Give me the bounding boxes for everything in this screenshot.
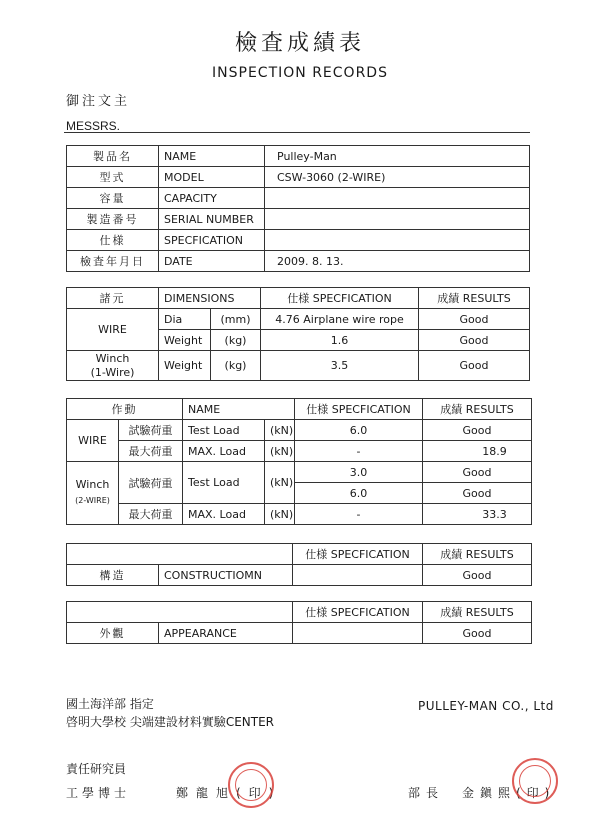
appearance-label-ko: 外觀 bbox=[67, 623, 159, 644]
construction-header-blank bbox=[67, 544, 293, 565]
name-header: NAME bbox=[183, 399, 295, 420]
construction-header-row bbox=[67, 544, 532, 565]
info-value: Pulley-Man bbox=[265, 146, 530, 167]
load-name: MAX. Load bbox=[183, 504, 265, 525]
dimension-unit: (kg) bbox=[211, 330, 261, 351]
spec-value: - bbox=[295, 441, 423, 462]
construction-label-ko: 構造 bbox=[67, 565, 159, 586]
info-row bbox=[67, 167, 530, 188]
spec-value bbox=[293, 565, 423, 586]
table-row bbox=[67, 504, 532, 525]
spec-value: 6.0 bbox=[295, 420, 423, 441]
dimensions-table bbox=[66, 287, 530, 381]
dimension-label: Dia bbox=[159, 309, 211, 330]
official-seal-1 bbox=[228, 762, 274, 808]
spec-header: 仕様 SPECFICATION bbox=[293, 544, 423, 565]
load-unit: (kN) bbox=[265, 441, 295, 462]
spec-value: 6.0 bbox=[295, 483, 423, 504]
info-label-en: DATE bbox=[159, 251, 265, 272]
spec-header: 仕様 SPECFICATION bbox=[295, 399, 423, 420]
dimension-unit: (mm) bbox=[211, 309, 261, 330]
result-value: Good bbox=[423, 462, 532, 483]
dimensions-header: DIMENSIONS bbox=[159, 288, 261, 309]
company-name: PULLEY-MAN CO., Ltd bbox=[418, 699, 554, 713]
table-row bbox=[67, 462, 532, 483]
wire-label: WIRE bbox=[67, 420, 119, 462]
load-name: Test Load bbox=[183, 462, 265, 504]
result-value: Good bbox=[419, 330, 530, 351]
construction-table bbox=[66, 543, 532, 586]
info-label-ko: 容量 bbox=[67, 188, 159, 209]
winch-label-line2: (1-Wire) bbox=[90, 365, 135, 379]
spec-header: 仕様 SPECFICATION bbox=[293, 602, 423, 623]
info-value bbox=[265, 209, 530, 230]
dimensions-header-ko: 諸元 bbox=[67, 288, 159, 309]
result-value: Good bbox=[419, 351, 530, 381]
load-name: Test Load bbox=[183, 420, 265, 441]
table-row bbox=[67, 420, 532, 441]
load-unit: (kN) bbox=[265, 462, 295, 504]
dimension-unit: (kg) bbox=[211, 351, 261, 381]
result-value: 18.9 bbox=[423, 441, 532, 462]
signatory-2-title: 部長 bbox=[408, 786, 445, 800]
info-label-en: SERIAL NUMBER bbox=[159, 209, 265, 230]
dimension-label: Weight bbox=[159, 351, 211, 381]
results-header: 成績 RESULTS bbox=[419, 288, 530, 309]
result-value: Good bbox=[423, 623, 532, 644]
appearance-table bbox=[66, 601, 532, 644]
operation-table bbox=[66, 398, 532, 525]
operation-header-ko: 作動 bbox=[67, 399, 183, 420]
winch-label-line1: Winch bbox=[95, 351, 130, 365]
operation-header-row bbox=[67, 399, 532, 420]
load-unit: (kN) bbox=[265, 420, 295, 441]
official-seal-2 bbox=[512, 758, 558, 804]
result-value: Good bbox=[423, 420, 532, 441]
results-header: 成績 RESULTS bbox=[423, 399, 532, 420]
info-value: CSW-3060 (2-WIRE) bbox=[265, 167, 530, 188]
spec-value: 3.0 bbox=[295, 462, 423, 483]
load-unit: (kN) bbox=[265, 504, 295, 525]
info-label-en: NAME bbox=[159, 146, 265, 167]
winch-label-line1: Winch bbox=[75, 478, 110, 491]
result-value: Good bbox=[419, 309, 530, 330]
load-name: MAX. Load bbox=[183, 441, 265, 462]
info-label-en: SPECFICATION bbox=[159, 230, 265, 251]
dimension-label: Weight bbox=[159, 330, 211, 351]
info-row bbox=[67, 251, 530, 272]
result-value: 33.3 bbox=[423, 504, 532, 525]
table-row bbox=[67, 565, 532, 586]
load-type-ko: 試驗荷重 bbox=[119, 420, 183, 441]
salutation: 御注文主 bbox=[66, 94, 131, 109]
spec-header: 仕様 SPECFICATION bbox=[261, 288, 419, 309]
appearance-header-blank bbox=[67, 602, 293, 623]
wire-label: WIRE bbox=[67, 309, 159, 351]
table-row bbox=[67, 623, 532, 644]
degree-label: 工學博士 bbox=[66, 786, 131, 800]
info-label-ko: 仕様 bbox=[67, 230, 159, 251]
appearance-label-en: APPEARANCE bbox=[159, 623, 293, 644]
messrs-label: MESSRS. bbox=[66, 119, 121, 133]
results-header: 成績 RESULTS bbox=[423, 544, 532, 565]
dimensions-header-row bbox=[67, 288, 530, 309]
product-info-table bbox=[66, 145, 530, 272]
messrs-underline bbox=[64, 132, 530, 133]
winch-label bbox=[67, 351, 159, 381]
winch-label bbox=[67, 462, 119, 525]
signatory-1: 鄭龍旭(印) bbox=[176, 786, 282, 800]
designation-line: 國土海洋部 指定 bbox=[66, 697, 154, 711]
spec-value: 3.5 bbox=[261, 351, 419, 381]
info-row bbox=[67, 188, 530, 209]
result-value: Good bbox=[423, 565, 532, 586]
info-value: 2009. 8. 13. bbox=[265, 251, 530, 272]
spec-value: 4.76 Airplane wire rope bbox=[261, 309, 419, 330]
load-type-ko: 最大荷重 bbox=[119, 504, 183, 525]
info-row bbox=[67, 146, 530, 167]
info-label-en: CAPACITY bbox=[159, 188, 265, 209]
spec-value: 1.6 bbox=[261, 330, 419, 351]
info-label-ko: 型式 bbox=[67, 167, 159, 188]
load-type-ko: 試驗荷重 bbox=[119, 462, 183, 504]
table-row bbox=[67, 351, 530, 381]
info-row bbox=[67, 230, 530, 251]
table-row bbox=[67, 309, 530, 330]
load-type-ko: 最大荷重 bbox=[119, 441, 183, 462]
info-label-ko: 檢査年月日 bbox=[67, 251, 159, 272]
info-row bbox=[67, 209, 530, 230]
winch-label-line2: (2-WIRE) bbox=[75, 496, 110, 505]
signatory-2: 金鎭熙(印) bbox=[462, 786, 556, 800]
role-label: 責任研究員 bbox=[66, 762, 127, 776]
info-label-ko: 製造番号 bbox=[67, 209, 159, 230]
document-title-en: INSPECTION RECORDS bbox=[212, 65, 388, 81]
lab-line: 啓明大學校 尖端建設材料實驗CENTER bbox=[66, 715, 275, 729]
table-row bbox=[67, 441, 532, 462]
info-value bbox=[265, 230, 530, 251]
info-value bbox=[265, 188, 530, 209]
spec-value: - bbox=[295, 504, 423, 525]
appearance-header-row bbox=[67, 602, 532, 623]
info-label-ko: 製品名 bbox=[67, 146, 159, 167]
results-header: 成績 RESULTS bbox=[423, 602, 532, 623]
result-value: Good bbox=[423, 483, 532, 504]
spec-value bbox=[293, 623, 423, 644]
construction-label-en: CONSTRUCTIOMN bbox=[159, 565, 293, 586]
document-title-ko: 檢査成績表 bbox=[234, 31, 365, 56]
info-label-en: MODEL bbox=[159, 167, 265, 188]
